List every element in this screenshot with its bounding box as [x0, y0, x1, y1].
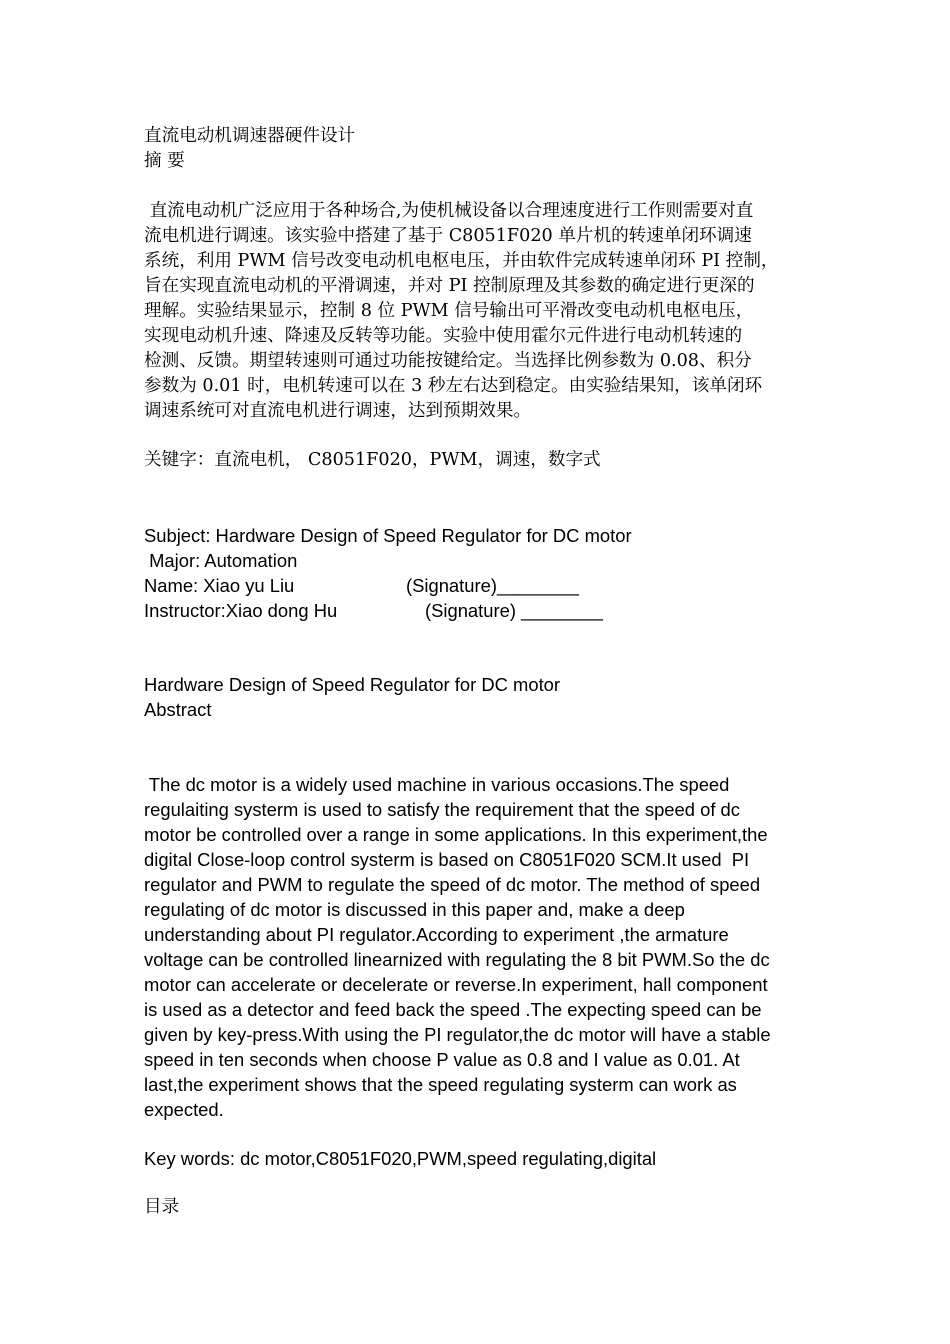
- cn-abstract-line: 参数为 0.01 时，电机转速可以在 3 秒左右达到稳定。由实验结果知，该单闭环: [144, 376, 763, 396]
- major-line: Major: Automation: [144, 550, 298, 571]
- cn-abstract-line: 旨在实现直流电动机的平滑调速，并对 PI 控制原理及其参数的确定进行更深的: [144, 276, 755, 296]
- cn-abstract-line: 流电机进行调速。该实验中搭建了基于 C8051F020 单片机的转速单闭环调速: [144, 226, 752, 246]
- en-title: Hardware Design of Speed Regulator for DC motor: [144, 674, 561, 695]
- cn-abstract-line: 系统，利用 PWM 信号改变电动机电枢电压，并由软件完成转速单闭环 PI 控制，: [144, 251, 779, 271]
- cn-abstract-heading: 摘 要: [144, 151, 185, 171]
- en-abstract-line: last,the experiment shows that the speed regulating systerm can work as: [144, 1074, 737, 1095]
- name-row: [144, 573, 664, 598]
- en-abstract-line: expected.: [144, 1099, 224, 1120]
- instructor-signature: (Signature) ________: [425, 600, 603, 621]
- en-abstract-line: understanding about PI regulator.According to experiment ,the armature: [144, 924, 729, 945]
- en-abstract-line: motor can accelerate or decelerate or reverse.In experiment, hall component: [144, 974, 768, 995]
- cn-abstract-line: 调速系统可对直流电机进行调速，达到预期效果。: [144, 401, 532, 421]
- name-label: Name: Xiao yu Liu: [144, 575, 295, 596]
- en-abstract-line: given by key-press.With using the PI regulator,the dc motor will have a stable: [144, 1024, 771, 1045]
- en-abstract-line: The dc motor is a widely used machine in various occasions.The speed: [144, 774, 730, 795]
- en-abstract-line: is used as a detector and feed back the speed .The expecting speed can be: [144, 999, 762, 1020]
- en-abstract-line: speed in ten seconds when choose P value as 0.8 and I value as 0.01. At: [144, 1049, 740, 1070]
- en-abstract-body: [144, 772, 771, 1122]
- cn-abstract-line: 实现电动机升速、降速及反转等功能。实验中使用霍尔元件进行电动机转速的: [144, 326, 743, 346]
- name-signature: (Signature)________: [406, 575, 579, 596]
- cn-abstract-line: 理解。实验结果显示，控制 8 位 PWM 信号输出可平滑改变电动机电枢电压，: [144, 301, 754, 321]
- en-abstract-line: regulaiting systerm is used to satisfy the requirement that the speed of dc: [144, 799, 740, 820]
- en-abstract-line: digital Close-loop control systerm is based on C8051F020 SCM.It used PI: [144, 849, 750, 870]
- en-keywords: Key words: dc motor,C8051F020,PWM,speed regulating,digital: [144, 1148, 657, 1169]
- toc-heading: 目录: [144, 1197, 180, 1217]
- en-abstract-line: voltage can be controlled linearnized with regulating the 8 bit PWM.So the dc: [144, 949, 770, 970]
- cn-keywords: 关键字：直流电机， C8051F020，PWM，调速，数字式: [144, 450, 601, 470]
- en-abstract-line: regulator and PWM to regulate the speed of dc motor. The method of speed: [144, 874, 761, 895]
- cn-abstract-body: [144, 199, 779, 424]
- cn-abstract-line: 检测、反馈。期望转速则可通过功能按键给定。当选择比例参数为 0.08、积分: [144, 351, 752, 371]
- instructor-label: Instructor:Xiao dong Hu: [144, 600, 338, 621]
- en-abstract-line: motor be controlled over a range in some applications. In this experiment,the: [144, 824, 768, 845]
- subject-line: Subject: Hardware Design of Speed Regulator for DC motor: [144, 525, 632, 546]
- instructor-row: [144, 598, 664, 623]
- en-abstract-heading: Abstract: [144, 699, 212, 720]
- cn-title: 直流电动机调速器硬件设计: [144, 126, 356, 146]
- en-abstract-line: regulating of dc motor is discussed in this paper and, make a deep: [144, 899, 685, 920]
- cn-abstract-line: 直流电动机广泛应用于各种场合,为使机械设备以合理速度进行工作则需要对直: [144, 201, 754, 221]
